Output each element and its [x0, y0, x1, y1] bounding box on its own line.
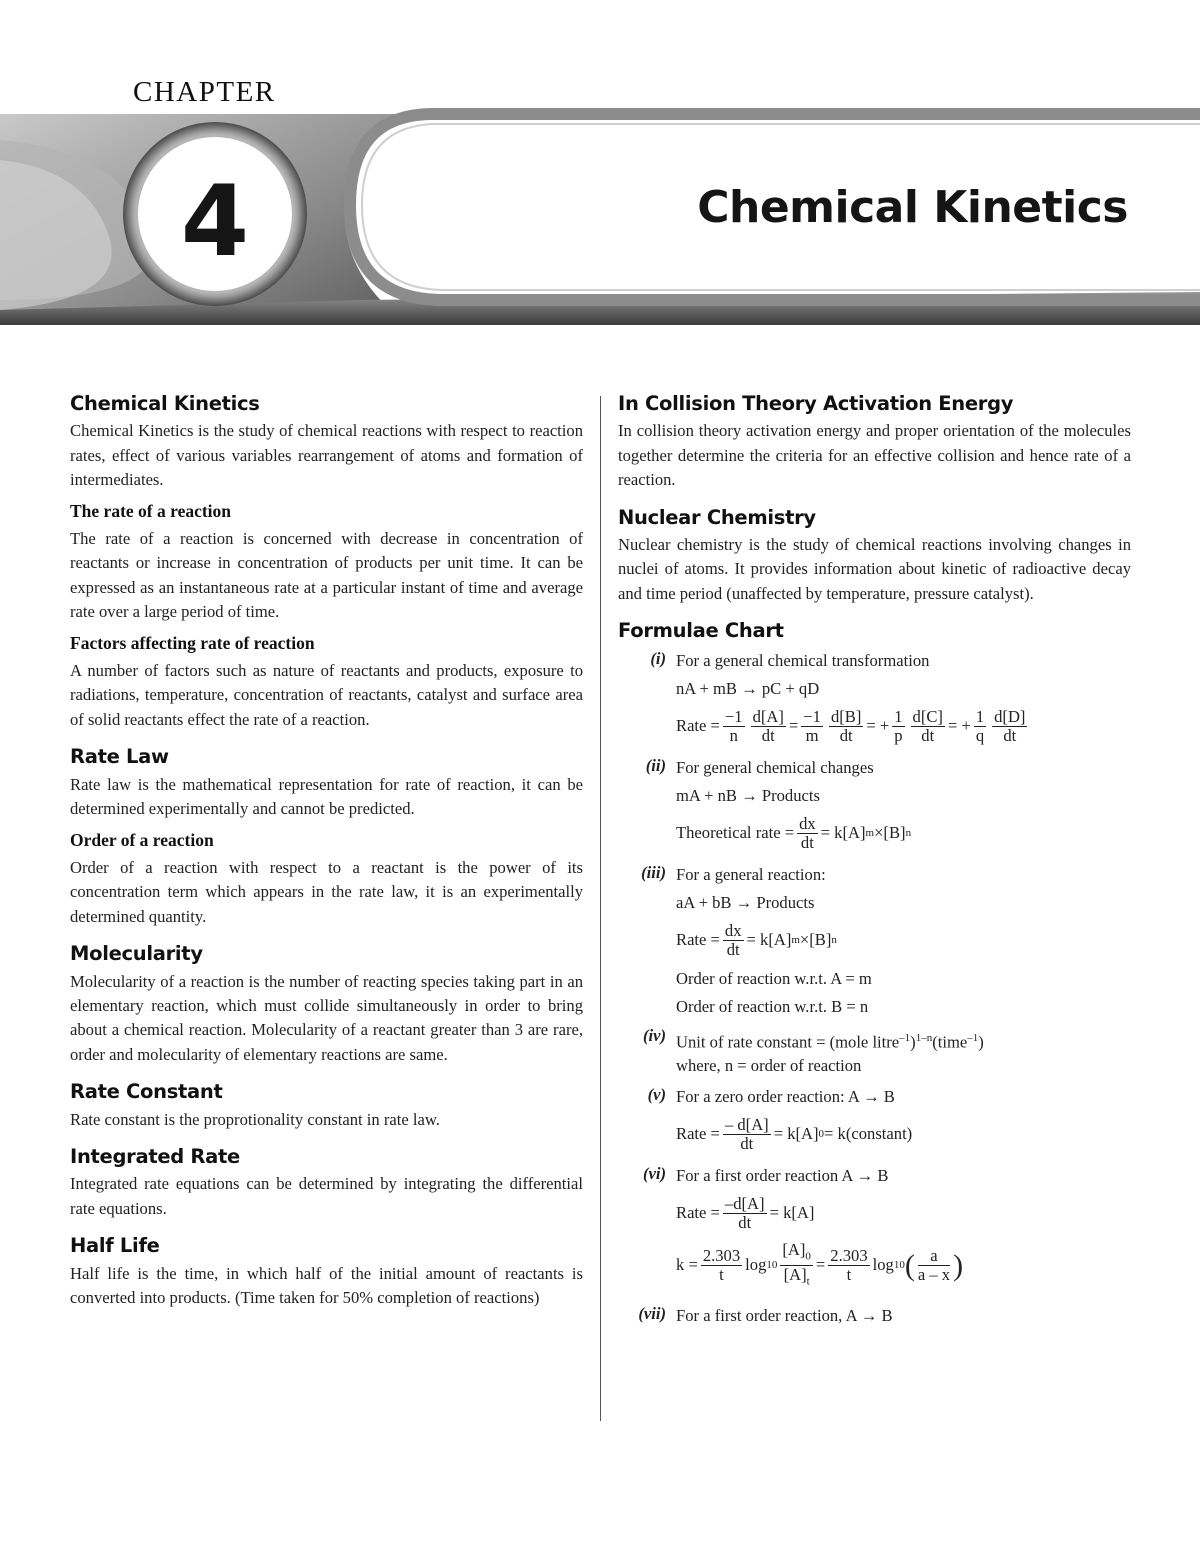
fraction [723, 1116, 771, 1153]
item-number: (i) [650, 648, 666, 668]
numerator: – d[A] [724, 1115, 769, 1135]
numerator: d[C] [912, 707, 943, 727]
column-divider [600, 396, 601, 1421]
rate-formula [676, 917, 1131, 965]
section-text: In collision theory activation energy and proper orientation of the molecules together determine the criteria for an effective collision and hence rate of a reaction. [618, 421, 1131, 490]
numerator: 1 [894, 707, 903, 727]
numerator: −1 [803, 707, 821, 727]
section-text: Integrated rate equations can be determined by integrating the differential rate equations. [70, 1174, 583, 1218]
section-text: The rate of a reaction is concerned with decrease in concentration of reactants or increase in concentration of products per unit time. It can be expressed as an instantaneous rate at a particular instant of time and average rate over a large period of time. [70, 529, 583, 622]
numerator: 2.303 [702, 1246, 741, 1266]
fraction [974, 708, 986, 745]
section-heading: Half Life [70, 1234, 160, 1258]
formula-text: = [788, 716, 799, 736]
rate-formula [676, 1190, 1131, 1238]
rate-formula [676, 810, 1131, 858]
formula-item [618, 1024, 1131, 1080]
denominator: m [805, 726, 819, 746]
fraction [918, 1247, 950, 1284]
denominator: dt [839, 726, 853, 746]
formula-text: ) [978, 1032, 984, 1052]
formula-text: Rate = [676, 1124, 720, 1144]
section-text: Rate constant is the proprotionality constant in rate law. [70, 1109, 440, 1129]
denominator: dt [740, 1134, 754, 1154]
exponent: n [905, 827, 912, 840]
formula-text: Rate = [676, 930, 720, 950]
section-heading: Rate Constant [70, 1080, 223, 1104]
subscript: t [806, 1275, 810, 1288]
section-heading: In Collision Theory Activation Energy [618, 392, 1014, 415]
section-text: Molecularity of a reaction is the number of reacting species taking part in an elementary reaction, which must collide simultaneously in order to bring about a chemical reaction. Molecularity of a reactant greater than 3 are rare, order and molecularity of elementary reactions are same. [70, 971, 583, 1064]
paren-open: ( [904, 1248, 915, 1282]
denominator: t [846, 1265, 852, 1285]
numerator: –d[A] [724, 1194, 765, 1214]
subsection-heading: Factors affecting rate of reaction [70, 632, 315, 653]
formula-text: = k(constant) [824, 1124, 913, 1144]
denominator: q [975, 726, 985, 746]
formula-item [618, 754, 1131, 858]
subscript: 0 [805, 1250, 811, 1263]
denominator: n [729, 726, 738, 746]
denominator: dt [921, 726, 935, 746]
fraction [829, 708, 863, 745]
fraction [723, 922, 744, 959]
formula-text: ×[B] [874, 823, 906, 843]
denominator: t [719, 1265, 724, 1285]
item-number: (v) [647, 1084, 666, 1104]
formula-text: log [745, 1255, 767, 1275]
denominator: dt [800, 833, 814, 853]
numerator: dx [799, 814, 816, 834]
numerator: d[D] [994, 707, 1026, 727]
denominator: dt [738, 1213, 752, 1233]
formula-text: = k[A] [820, 823, 866, 843]
numerator: dx [724, 921, 742, 941]
chapter-number: 4 [180, 165, 250, 279]
exponent: 1–n [915, 1031, 933, 1044]
left-column [70, 392, 583, 1310]
fraction [723, 708, 745, 745]
unit-formula [676, 1024, 1131, 1052]
formula-label: For a general chemical transformation [676, 650, 930, 670]
subsection-heading: The rate of a reaction [70, 500, 232, 521]
formula-text: ) [910, 1032, 916, 1052]
formula-label: For a zero order reaction: A → B [676, 1086, 895, 1106]
denominator: p [894, 726, 903, 746]
formula-text: = + [866, 716, 890, 736]
formula-label: For a first order reaction A → B [676, 1165, 889, 1185]
denominator [780, 1266, 813, 1290]
fraction [797, 815, 818, 852]
section-heading: Molecularity [70, 942, 203, 966]
formula-item [618, 1162, 1131, 1294]
order-line: Order of reaction w.r.t. A = m [676, 968, 872, 988]
exponent: n [831, 934, 837, 947]
exponent: –1 [899, 1031, 911, 1044]
k-formula [676, 1238, 1131, 1294]
section-text: Chemical Kinetics is the study of chemical reactions with respect to reaction rates, effect of various variables rearrangement of atoms and formation of intermediates. [70, 421, 583, 490]
section-heading: Chemical Kinetics [70, 392, 260, 415]
item-number: (vii) [638, 1303, 666, 1323]
section-heading: Rate Law [70, 745, 169, 769]
formula-text: = k[A] [746, 930, 792, 950]
item-number: (vi) [642, 1163, 666, 1183]
rate-formula [676, 703, 1131, 751]
formula-equation: aA + bB → Products [676, 892, 815, 912]
fraction [801, 708, 823, 745]
numerator: 2.303 [830, 1246, 868, 1266]
denominator: dt [761, 726, 775, 746]
chapter-title: Chemical Kinetics [697, 182, 1128, 233]
order-line: Order of reaction w.r.t. B = n [676, 996, 869, 1016]
denominator: dt [1003, 726, 1017, 746]
fraction [723, 1195, 767, 1232]
formula-label: For a first order reaction, A → B [676, 1305, 893, 1325]
formula-equation: mA + nB → Products [676, 785, 820, 805]
chapter-label: CHAPTER [133, 76, 276, 108]
section-text: Half life is the time, in which half of the initial amount of reactants is converted into products. (Time taken for 50% completion of reactions) [70, 1263, 583, 1307]
fraction [892, 708, 904, 745]
formula-label: For general chemical changes [676, 757, 874, 777]
numerator: d[B] [830, 707, 862, 727]
formula-text: Unit of rate constant = (mole litre [676, 1032, 900, 1052]
formula-text: [A] [783, 1265, 807, 1285]
paren-close: ) [953, 1248, 964, 1282]
formula-item [618, 861, 1131, 1021]
right-column [618, 392, 1131, 1330]
formula-item [618, 1302, 1131, 1330]
section-text: A number of factors such as nature of reactants and products, exposure to radiations, temperature, concentration of reactants, catalyst and surface area of solid reactants effect the rate of a reaction. [70, 661, 583, 729]
formula-text: Theoretical rate = [676, 823, 795, 843]
formula-text: log [872, 1255, 894, 1275]
formula-text: [A] [782, 1239, 806, 1259]
formula-text: Rate = [676, 1203, 720, 1223]
exponent: m [791, 934, 800, 947]
fraction [911, 708, 945, 745]
subscript: 10 [766, 1259, 778, 1272]
exponent: –1 [967, 1031, 979, 1044]
formula-label: For a general reaction: [676, 864, 826, 884]
fraction [828, 1247, 869, 1284]
formula-text: = [815, 1255, 826, 1275]
section-text: Order of a reaction with respect to a reactant is the power of its concentration term which appears in the rate law, it is an experimentally determined quantity. [70, 857, 583, 926]
numerator: 1 [975, 707, 985, 727]
numerator: −1 [724, 707, 743, 727]
fraction [701, 1247, 742, 1284]
formula-item [618, 647, 1131, 751]
section-heading: Formulae Chart [618, 619, 784, 643]
fraction [780, 1241, 813, 1291]
formula-text: k = [676, 1255, 698, 1275]
denominator: dt [726, 940, 740, 960]
formula-equation: nA + mB → pC + qD [676, 678, 820, 698]
formula-item [618, 1083, 1131, 1159]
numerator: a [918, 1247, 950, 1266]
fraction [992, 708, 1027, 745]
item-number: (iv) [642, 1025, 666, 1045]
numerator [780, 1241, 813, 1266]
formula-text: = k[A] [773, 1124, 819, 1144]
denominator: a – x [917, 1265, 951, 1285]
formula-text: ×[B] [799, 930, 832, 950]
formula-text: = k[A] [769, 1203, 815, 1223]
numerator: d[A] [752, 707, 784, 727]
formula-text: = + [947, 716, 971, 736]
exponent: m [865, 827, 875, 840]
formula-text: (time [932, 1032, 968, 1052]
exponent: 0 [818, 1128, 825, 1141]
subsection-heading: Order of a reaction [70, 829, 214, 850]
section-heading: Nuclear Chemistry [618, 505, 816, 529]
subscript: 10 [893, 1259, 905, 1272]
section-text: Nuclear chemistry is the study of chemical reactions involving changes in nuclei of atoms. It provides information about kinetic of radioactive decay and time period (unaffected by temperature, pressure catalyst). [618, 535, 1131, 603]
item-number: (ii) [645, 755, 666, 775]
rate-formula [676, 1111, 1131, 1159]
formula-text: Rate = [676, 716, 720, 736]
section-text: Rate law is the mathematical representation for rate of reaction, it can be determined experimentally and cannot be predicted. [70, 774, 583, 819]
fraction [751, 708, 786, 745]
formula-note: where, n = order of reaction [676, 1055, 862, 1075]
section-heading: Integrated Rate [70, 1144, 240, 1168]
item-number: (iii) [641, 862, 666, 882]
